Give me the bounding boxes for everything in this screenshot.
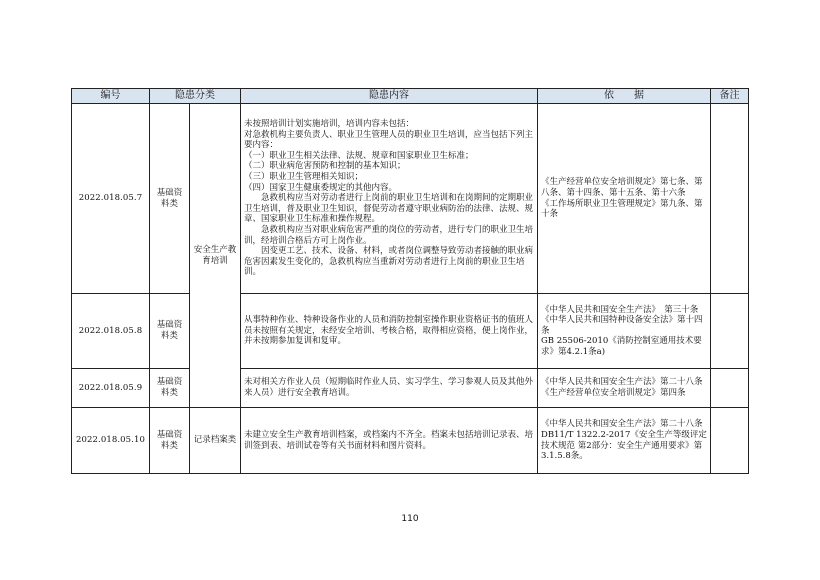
table-header-row [72, 89, 749, 104]
row-content [241, 294, 538, 369]
table-row [72, 294, 749, 369]
content-line: 未对相关方作业人员（短期临时作业人员、实习学生、学习参观人员及其他外来人员）进行安全教育培训。 [244, 377, 534, 398]
row-id: 2022.018.05.7 [72, 104, 150, 294]
basis-line: 《中华人民共和国特种设备安全法》第十四条 [541, 315, 703, 336]
content-line: 从事特种作业、特种设备作业的人员和消防控制室操作职业资格证书的值班人员未按照有关规定，未经安全培训、考核合格，取得相应资格，便上岗作业，并未按期参加复训和复审。 [244, 315, 534, 347]
row-remarks [711, 408, 749, 474]
row-category: 基础资料类 [150, 104, 190, 294]
basis-line: 《中华人民共和国安全生产法》 第三十条 [541, 304, 699, 315]
header-basis: 依 据 [538, 89, 711, 104]
content-line: （二）职业病危害预防和控制的基本知识； [244, 161, 406, 172]
row-id: 2022.018.05.9 [72, 369, 150, 408]
row-basis [538, 408, 711, 474]
row-content [241, 408, 538, 474]
row-subcategory: 安全生产教育培训 [190, 104, 241, 408]
row-remarks [711, 369, 749, 408]
content-line: 未建立安全生产教育培训档案，或档案内不齐全。档案未包括培训记录表、培训签到表、培训试卷等有关书面材料和图片资料。 [244, 429, 534, 451]
row-category: 基础资料类 [150, 294, 190, 369]
content-line: 未按照培训计划实施培训，培训内容未包括： [244, 119, 415, 130]
content-line: 对急救机构主要负责人、职业卫生管理人员的职业卫生培训，应当包括下列主要内容： [244, 129, 534, 151]
row-basis [538, 369, 711, 408]
header-content: 隐患内容 [241, 89, 538, 104]
content-line: 因变更工艺、技术、设备、材料，或者岗位调整导致劳动者接触的职业病危害因素发生变化的，急救机构应当重新对劳动者进行上岗前的职业卫生培训。 [244, 246, 534, 278]
basis-line: 《中华人民共和国安全生产法》第二十八条 [541, 377, 703, 388]
content-line: （三）职业卫生管理相关知识； [244, 172, 364, 183]
basis-line: 《工作场所职业卫生管理规定》第九条、第十条 [541, 198, 703, 220]
content-line: （一）职业卫生相关法律、法规、规章和国家职业卫生标准； [244, 150, 474, 161]
table-row [72, 408, 749, 474]
basis-line: 《生产经营单位安全培训规定》第七条、第八条、第十四条、第十五条、第十六条 [541, 177, 703, 198]
table-row [72, 369, 749, 408]
row-remarks [711, 294, 749, 369]
basis-line: DB11/T 1322.2-2017《安全生产等级评定技术规范 第2部分：安全生产通用要求》第3.1.5.8条。 [541, 429, 707, 462]
content-line: 急救机构应当对劳动者进行上岗前的职业卫生培训和在岗期间的定期职业卫生培训，普及职业卫生知识，督促劳动者遵守职业病防治的法律、法规、规章、国家职业卫生标准和操作规程。 [244, 193, 534, 225]
header-remarks: 备注 [711, 89, 749, 104]
header-category: 隐患分类 [150, 89, 241, 104]
content-line: （四）国家卫生健康委规定的其他内容。 [244, 182, 398, 193]
basis-line: 《生产经营单位安全培训规定》第四条 [541, 388, 686, 398]
row-id: 2022.018.05.10 [72, 408, 150, 474]
row-basis [538, 294, 711, 369]
hazard-table [71, 88, 749, 474]
row-category: 基础资料类 [150, 408, 190, 474]
content-line: 急救机构应当对职业病危害严重的岗位的劳动者，进行专门的职业卫生培训，经培训合格后方可上岗作业。 [244, 224, 534, 246]
basis-line: GB 25506-2010《消防控制室通用技术要求》第4.2.1条a) [541, 336, 702, 357]
page-number: 110 [401, 514, 419, 524]
row-subcategory: 记录档案类 [190, 408, 241, 474]
row-category: 基础资料类 [150, 369, 190, 408]
row-content [241, 104, 538, 294]
row-remarks [711, 104, 749, 294]
table-row [72, 104, 749, 294]
row-content [241, 369, 538, 408]
header-id: 编号 [72, 89, 150, 104]
basis-line: 《中华人民共和国安全生产法》第二十八条 [541, 419, 703, 430]
row-basis [538, 104, 711, 294]
row-id: 2022.018.05.8 [72, 294, 150, 369]
